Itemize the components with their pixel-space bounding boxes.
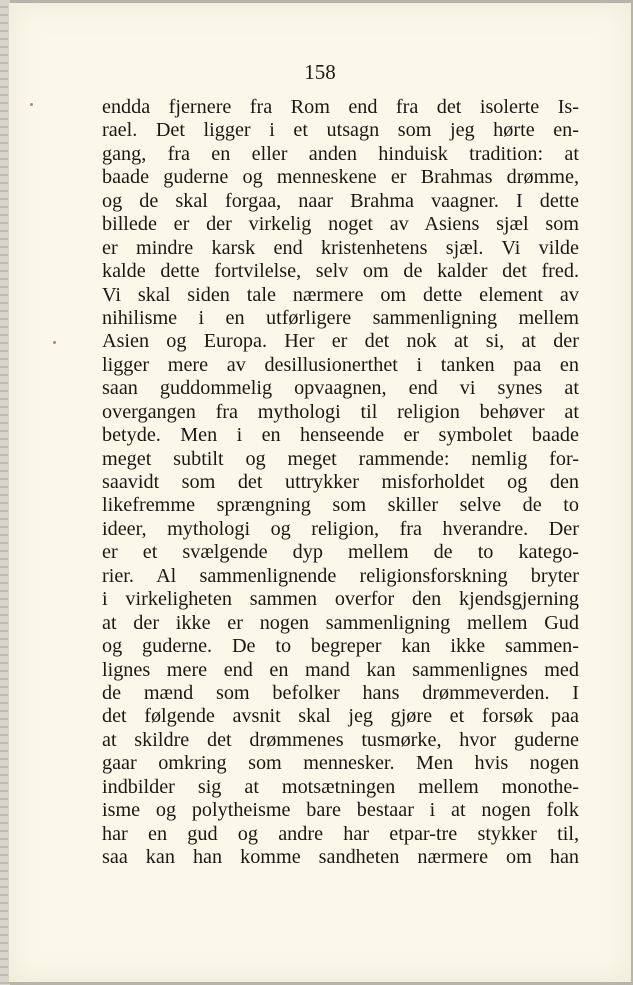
- text-line: at skildre det drømmenes tusmørke, hvor guderne: [102, 728, 579, 751]
- text-line: det følgende avsnit skal jeg gjøre et forsøk paa: [102, 705, 579, 728]
- text-line: Asien og Europa. Her er det nok at si, at der: [102, 330, 579, 353]
- text-line: indbilder sig at motsætningen mellem monothe-: [102, 775, 579, 798]
- text-line: overgangen fra mythologi til religion behøver at: [102, 400, 579, 423]
- speck-mark: [53, 341, 56, 344]
- text-line: billede er der virkelig noget av Asiens sjæl som: [102, 213, 579, 236]
- text-line: er et svælgende dyp mellem de to katego-: [102, 541, 579, 564]
- text-line: i virkeligheten sammen overfor den kjendsgjerning: [102, 588, 579, 611]
- text-line: gang, fra en eller anden hinduisk tradition: at: [102, 142, 579, 165]
- body-text: [102, 96, 579, 869]
- text-line: isme og polytheisme bare bestaar i at nogen folk: [102, 799, 579, 822]
- text-line: meget subtilt og meget rammende: nemlig for-: [102, 447, 579, 470]
- text-line: ligger mere av desillusionerthet i tanken paa en: [102, 353, 579, 376]
- text-line: er mindre karsk end kristenhetens sjæl. Vi vilde: [102, 236, 579, 259]
- text-line: endda fjernere fra Rom end fra det isolerte Is-: [102, 96, 579, 118]
- speck-mark: [30, 103, 33, 106]
- text-line: rael. Det ligger i et utsagn som jeg hørte en-: [102, 119, 579, 142]
- text-line: saan guddommelig opvaagnen, end vi synes at: [102, 377, 579, 400]
- text-line: Vi skal siden tale nærmere om dette element av: [102, 283, 579, 306]
- text-line: at der ikke er nogen sammenligning mellem Gud: [102, 611, 579, 634]
- text-line: ideer, mythologi og religion, fra hverandre. Der: [102, 517, 579, 540]
- text-line: likefremme sprængning som skiller selve de to: [102, 494, 579, 517]
- text-line: kalde dette fortvilelse, selv om de kalder det fred.: [102, 260, 579, 283]
- text-line: nihilisme i en utførligere sammenligning mellem: [102, 306, 579, 329]
- page-number: 158: [304, 60, 336, 84]
- book-page: [8, 3, 631, 982]
- text-line: saavidt som det uttrykker misforholdet og den: [102, 471, 579, 493]
- text-line: de mænd som befolker hans drømmeverden. I: [102, 681, 579, 704]
- text-line: baade guderne og menneskene er Brahmas drømme,: [102, 166, 579, 189]
- text-line: betyde. Men i en henseende er symbolet baade: [102, 424, 579, 447]
- text-line: rier. Al sammenlignende religionsforskning bryter: [102, 564, 579, 587]
- text-line: har en gud og andre har etpar-tre stykker til,: [102, 822, 579, 845]
- text-line: lignes mere end en mand kan sammenlignes med: [102, 658, 579, 681]
- text-line: saa kan han komme sandheten nærmere om han: [102, 846, 579, 868]
- text-line: og guderne. De to begreper kan ikke sammen-: [102, 635, 579, 658]
- text-line: gaar omkring som mennesker. Men hvis nogen: [102, 752, 579, 775]
- text-line: og de skal forgaa, naar Brahma vaagner. I dette: [102, 189, 579, 212]
